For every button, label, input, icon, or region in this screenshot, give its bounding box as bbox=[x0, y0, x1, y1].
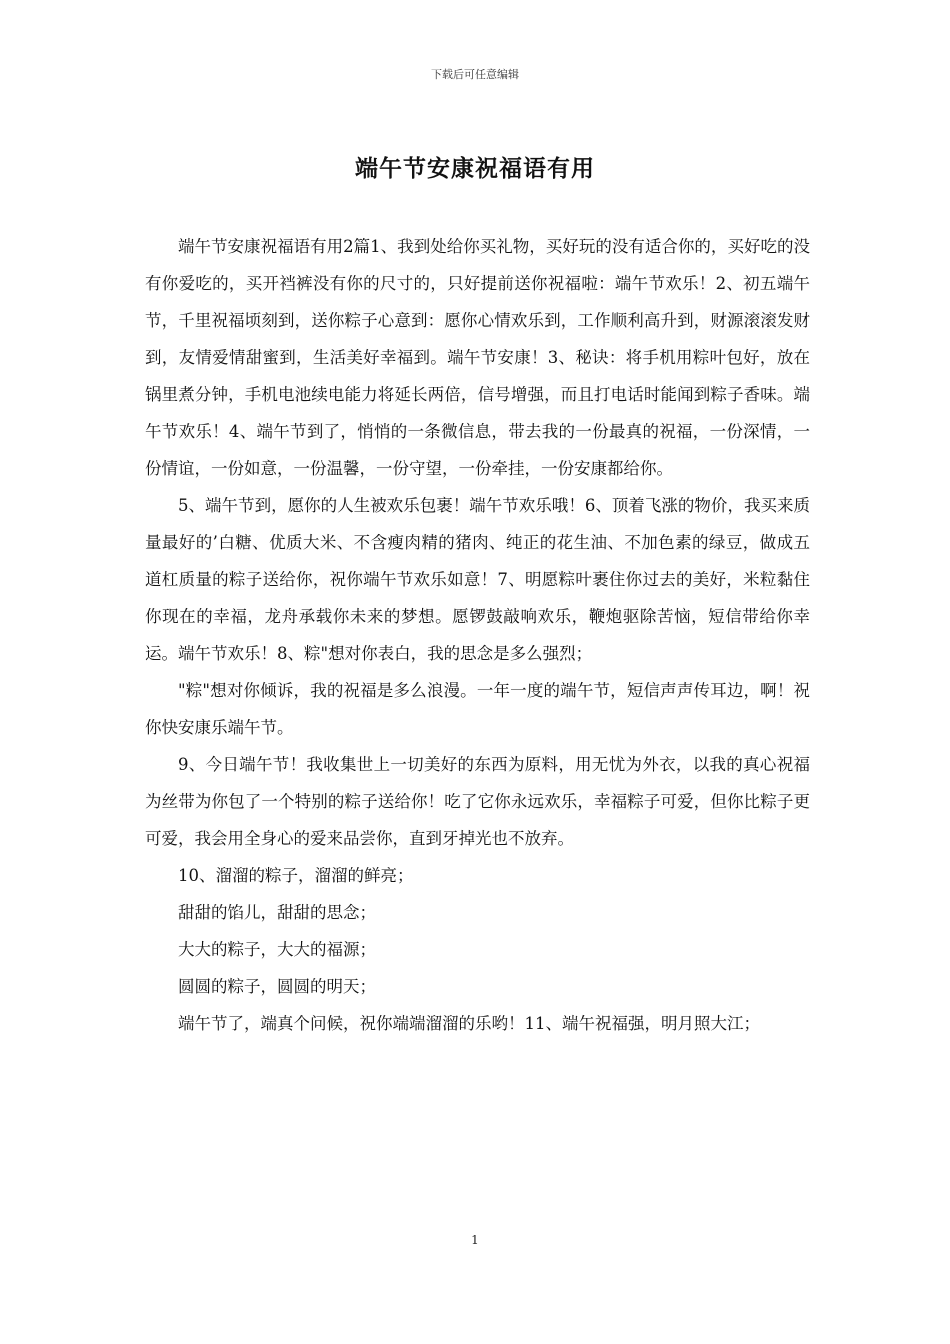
paragraph-4: 9、今日端午节！我收集世上一切美好的东西为原料，用无忧为外衣，以我的真心祝福为丝带为你包了一个特别的粽子送给你！吃了它你永远欢乐，幸福粽子可爱，但你比粽子更可爱，我会用全身心的爱来品尝你，直到牙掉光也不放弃。 bbox=[145, 755, 810, 848]
paragraph-2: 5、端午节到，愿你的人生被欢乐包裹！端午节欢乐哦！6、顶着飞涨的物价，我买来质量最好的’白糖、优质大米、不含瘦肉精的猪肉、纯正的花生油、不加色素的绿豆，做成五道杠质量的粽子送给你，祝你端午节欢乐如意！7、明愿粽叶裹住你过去的美好，米粒黏住你现在的幸福，龙舟承载你未来的梦想。愿锣鼓敲响欢乐，鞭炮驱除苦恼，短信带给你幸运。端午节欢乐！8、粽"想对你表白，我的思念是多么强烈； bbox=[145, 496, 810, 663]
paragraph-1: 端午节安康祝福语有用2篇1、我到处给你买礼物，买好玩的没有适合你的，买好吃的没有你爱吃的，买开裆裤没有你的尺寸的，只好提前送你祝福啦：端午节欢乐！2、初五端午节，千里祝福顷刻到，送你粽子心意到：愿你心情欢乐到，工作顺利高升到，财源滚滚发财到，友情爱情甜蜜到，生活美好幸福到。端午节安康！3、秘诀：将手机用粽叶包好，放在锅里煮分钟，手机电池续电能力将延长两倍，信号增强，而且打电话时能闻到粽子香味。端午节欢乐！4、端午节到了，悄悄的一条微信息，带去我的一份最真的祝福，一份深情，一份情谊，一份如意，一份温馨，一份守望，一份牵挂，一份安康都给你。 bbox=[145, 237, 810, 478]
paragraph-6: 甜甜的馅儿，甜甜的思念； bbox=[178, 903, 376, 922]
document-body bbox=[145, 228, 810, 1042]
paragraph-7: 大大的粽子，大大的福源； bbox=[178, 940, 376, 959]
paragraph-9: 端午节了，端真个问候，祝你端端溜溜的乐哟！11、端午祝福强，明月照大江； bbox=[178, 1014, 760, 1033]
paragraph-3: "粽"想对你倾诉，我的祝福是多么浪漫。一年一度的端午节，短信声声传耳边，啊！祝你快安康乐端午节。 bbox=[145, 681, 810, 737]
header-note: 下载后可任意编辑 bbox=[431, 68, 519, 81]
page-number: 1 bbox=[471, 1233, 479, 1247]
document-title: 端午节安康祝福语有用 bbox=[355, 156, 595, 182]
paragraph-5: 10、溜溜的粽子，溜溜的鲜亮； bbox=[178, 866, 414, 885]
paragraph-8: 圆圆的粽子，圆圆的明天； bbox=[178, 977, 376, 996]
